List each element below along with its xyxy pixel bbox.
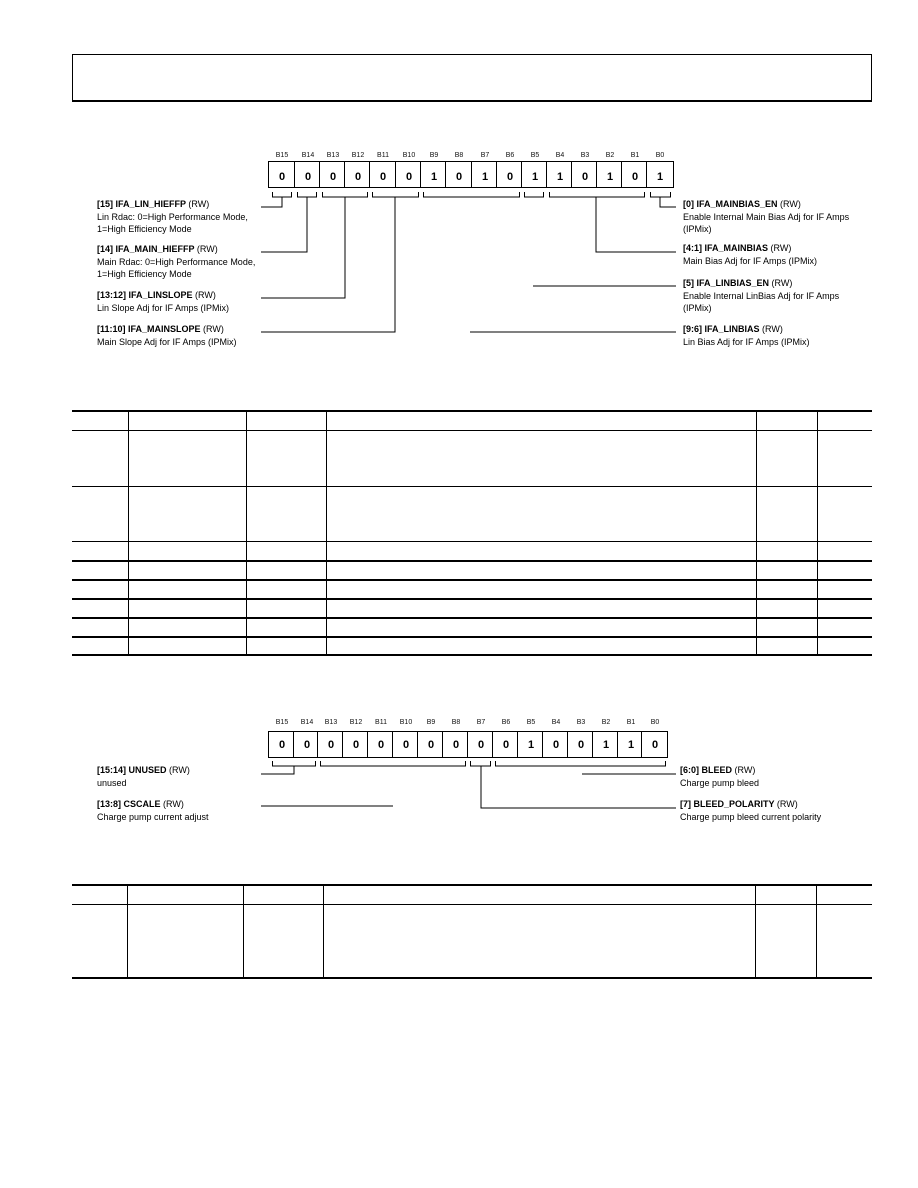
field-title: [13:12] IFA_LINSLOPE (RW) <box>97 290 216 300</box>
bit-label: B1 <box>626 719 636 726</box>
bit-label: B9 <box>429 152 439 159</box>
bit-value: 1 <box>527 739 535 751</box>
bit-label: B11 <box>377 152 389 159</box>
bracket-b15 <box>273 192 292 197</box>
field-desc: Lin Slope Adj for IF Amps (IPMix) <box>97 303 230 313</box>
register-table-2 <box>72 884 872 980</box>
bit-value: 0 <box>278 739 286 751</box>
bit-value: 0 <box>452 739 460 751</box>
bit-value: 0 <box>581 171 589 183</box>
field-title: [4:1] IFA_MAINBIAS (RW) <box>683 243 792 253</box>
field-desc: Enable Internal Main Bias Adj for IF Amps <box>683 212 850 222</box>
register-2-dividers <box>294 731 642 758</box>
field-desc: (IPMix) <box>683 224 712 234</box>
leader-b15-14 <box>261 766 294 774</box>
bit-value: 1 <box>602 739 610 751</box>
bit-value: 1 <box>656 171 664 183</box>
bit-label: B4 <box>551 719 561 726</box>
bit-value: 0 <box>377 739 385 751</box>
leader-b15 <box>261 197 282 207</box>
bit-label: B3 <box>580 152 590 159</box>
field-desc: Charge pump current adjust <box>97 812 209 822</box>
bit-value: 0 <box>329 171 337 183</box>
field-title: [7] BLEED_POLARITY (RW) <box>680 799 798 809</box>
bit-label: B4 <box>555 152 565 159</box>
bit-label: B12 <box>351 152 365 159</box>
bit-value: 0 <box>631 171 639 183</box>
bit-label: B8 <box>451 719 461 726</box>
field-title: [13:8] CSCALE (RW) <box>97 799 184 809</box>
bit-label: B8 <box>454 152 464 159</box>
field-title: [0] IFA_MAINBIAS_EN (RW) <box>683 199 801 209</box>
bit-value: 0 <box>278 171 286 183</box>
field-desc: Enable Internal LinBias Adj for IF Amps <box>683 291 840 301</box>
bit-value: 0 <box>405 171 413 183</box>
bit-value: 0 <box>455 171 463 183</box>
field-desc: Charge pump bleed <box>680 778 760 788</box>
bit-label: B2 <box>601 719 611 726</box>
bracket-b13-12 <box>323 192 368 197</box>
bit-label: B12 <box>349 719 363 726</box>
bit-label: B5 <box>526 719 536 726</box>
bit-value: 0 <box>402 739 410 751</box>
bit-label: B1 <box>630 152 640 159</box>
bit-value: 1 <box>481 171 489 183</box>
bit-value: 0 <box>502 739 510 751</box>
leader-b11-10 <box>261 197 395 332</box>
bit-value: 1 <box>627 739 635 751</box>
leader-b4-1 <box>596 197 676 252</box>
field-desc: Lin Bias Adj for IF Amps (IPMix) <box>683 337 810 347</box>
bit-value: 0 <box>552 739 560 751</box>
field-desc: Lin Rdac: 0=High Performance Mode, <box>97 212 248 222</box>
bracket-b0 <box>651 192 671 197</box>
bit-label: B15 <box>275 152 289 159</box>
bit-label: B11 <box>375 719 387 726</box>
field-title: [9:6] IFA_LINBIAS (RW) <box>683 324 783 334</box>
bracket-b11-10 <box>373 192 419 197</box>
bit-label: B6 <box>505 152 515 159</box>
field-desc: 1=High Efficiency Mode <box>97 224 192 234</box>
bracket-b6-0 <box>496 761 666 766</box>
bit-value: 0 <box>577 739 585 751</box>
bit-value: 0 <box>303 739 311 751</box>
leader-b13-12 <box>261 197 345 298</box>
bit-label: B7 <box>480 152 490 159</box>
bit-value: 1 <box>430 171 438 183</box>
field-title: [5] IFA_LINBIAS_EN (RW) <box>683 278 793 288</box>
bit-label: B10 <box>402 152 416 159</box>
bracket-b15-14 <box>273 761 316 766</box>
bit-value: 0 <box>506 171 514 183</box>
bit-value: 0 <box>379 171 387 183</box>
field-title: [14] IFA_MAIN_HIEFFP (RW) <box>97 244 218 254</box>
bit-label: B14 <box>301 152 315 159</box>
bit-value: 0 <box>354 171 362 183</box>
bit-label: B9 <box>426 719 436 726</box>
field-desc: 1=High Efficiency Mode <box>97 269 192 279</box>
field-title: [15:14] UNUSED (RW) <box>97 765 190 775</box>
field-desc: unused <box>97 778 127 788</box>
bit-label: B5 <box>530 152 540 159</box>
bit-label: B7 <box>476 719 486 726</box>
bracket-b7 <box>471 761 491 766</box>
field-desc: Charge pump bleed current polarity <box>680 812 822 822</box>
leader-b14 <box>261 197 307 252</box>
bit-value: 0 <box>427 739 435 751</box>
bit-value: 0 <box>352 739 360 751</box>
field-title: [6:0] BLEED (RW) <box>680 765 756 775</box>
leader-b7 <box>481 766 676 808</box>
register-1-dividers <box>295 161 647 188</box>
leader-b0 <box>660 197 676 207</box>
bracket-b13-8 <box>321 761 466 766</box>
bit-label: B6 <box>501 719 511 726</box>
bit-value: 1 <box>531 171 539 183</box>
bit-value: 0 <box>651 739 659 751</box>
bit-label: B13 <box>326 152 340 159</box>
bit-label: B2 <box>605 152 615 159</box>
bracket-b14 <box>298 192 317 197</box>
field-title: [11:10] IFA_MAINSLOPE (RW) <box>97 324 224 334</box>
bit-label: B0 <box>650 719 660 726</box>
bit-value: 1 <box>556 171 564 183</box>
field-desc: Main Rdac: 0=High Performance Mode, <box>97 257 256 267</box>
bit-value: 0 <box>477 739 485 751</box>
bracket-b4-1 <box>550 192 645 197</box>
bracket-b5 <box>525 192 544 197</box>
bit-label: B15 <box>275 719 289 726</box>
bit-label: B13 <box>324 719 338 726</box>
field-desc: Main Slope Adj for IF Amps (IPMix) <box>97 337 237 347</box>
bit-label: B0 <box>655 152 665 159</box>
register-table-1 <box>72 410 872 656</box>
bit-label: B3 <box>576 719 586 726</box>
bit-label: B14 <box>300 719 314 726</box>
field-title: [15] IFA_LIN_HIEFFP (RW) <box>97 199 210 209</box>
bit-value: 1 <box>606 171 614 183</box>
bit-value: 0 <box>304 171 312 183</box>
bit-label: B10 <box>399 719 413 726</box>
field-desc: (IPMix) <box>683 303 712 313</box>
bracket-b9-6 <box>424 192 520 197</box>
bit-value: 0 <box>327 739 335 751</box>
field-desc: Main Bias Adj for IF Amps (IPMix) <box>683 256 818 266</box>
